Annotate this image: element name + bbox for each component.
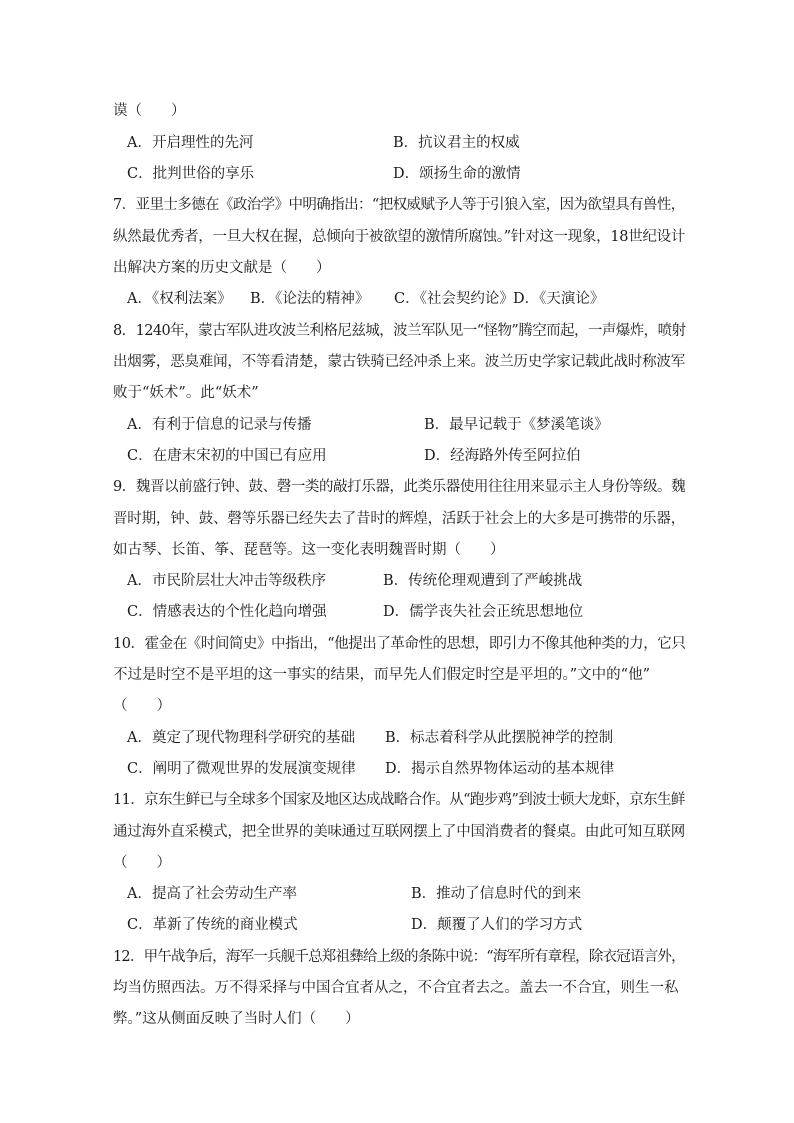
q9-stem-line-2: 晋时期，钟、鼓、磬等乐器已经失去了昔时的辉煌，活跃于社会上的大多是可携带的乐器， [113, 511, 685, 527]
q10-stem-line-1: 10．霍金在《时间简史》中指出，“他提出了革命性的思想，即引力不像其他种类的力，它只 [113, 636, 686, 652]
q7-option-d[interactable]: D．《天演论》 [513, 291, 605, 307]
q8-stem-line-3: 败于“妖术”。此“妖术” [113, 385, 259, 401]
q12-stem-line-3: 弊。”这从侧面反映了当时人们（ ） [113, 1011, 360, 1027]
q6-option-c[interactable]: C．批判世俗的享乐 [127, 166, 255, 182]
q7-stem-line-1: 7．亚里士多德在《政治学》中明确指出：“把权威赋予人等于引狼入室，因为欲望具有兽性， [113, 197, 685, 213]
q11-option-c[interactable]: C．革新了传统的商业模式 [127, 917, 298, 933]
q12-stem-line-1: 12．甲午战争后，海军一兵舰千总郑祖彝给上级的条陈中说：“海军所有章程，除衣冠语言外， [113, 949, 685, 965]
q9-option-c[interactable]: C．情感表达的个性化趋向增强 [127, 604, 327, 620]
q8-option-c[interactable]: C．在唐末宋初的中国已有应用 [127, 448, 327, 464]
q12-stem-line-2: 均当仿照西法。万不得采择与中国合宜者从之，不合宜者去之。盖去一不合宜，则生一私 [113, 980, 679, 996]
q7-stem-line-2: 纵然最优秀者，一旦大权在握，总倾向于被欲望的激情所腐蚀。”针对这一现象，18世纪设计 [113, 229, 686, 245]
q9-stem-line-3: 如古琴、长笛、筝、琵琶等。这一变化表明魏晋时期（ ） [113, 542, 505, 558]
q8-stem-line-2: 出烟雾，恶臭难闻，不等看清楚，蒙古铁骑已经冲杀上来。波兰历史学家记载此战时称波军 [113, 354, 685, 370]
q8-option-d[interactable]: D．经海路外传至阿拉伯 [424, 448, 581, 464]
q6-stem-tail: 谟（ ） [113, 103, 186, 119]
q11-option-b[interactable]: B．推动了信息时代的到来 [411, 886, 582, 902]
q7-stem-line-3: 出解决方案的历史文献是（ ） [113, 260, 331, 276]
q10-option-d[interactable]: D．揭示自然界物体运动的基本规律 [385, 761, 615, 777]
q6-option-b[interactable]: B．抗议君主的权威 [393, 135, 520, 151]
q8-stem-line-1: 8．1240年，蒙古军队进攻波兰利格尼兹城，波兰军队见一“怪物”腾空而起，一声爆炸，喷射 [113, 323, 686, 339]
q9-option-d[interactable]: D．儒学丧失社会正统思想地位 [383, 604, 584, 620]
q6-option-d[interactable]: D．颂扬生命的激情 [393, 166, 521, 182]
q10-option-c[interactable]: C．阐明了微观世界的发展演变规律 [127, 761, 356, 777]
q9-option-a[interactable]: A．市民阶层壮大冲击等级秩序 [127, 573, 326, 589]
q11-stem-line-1: 11．京东生鲜已与全球多个国家及地区达成战略合作。从“跑步鸡”到波士顿大龙虾，京东生鲜 [113, 792, 685, 808]
q11-stem-line-2: 通过海外直采模式，把全世界的美味通过互联网摆上了中国消费者的餐桌。由此可知互联网 [113, 824, 685, 840]
q11-stem-line-3: （ ） [113, 855, 171, 871]
q10-option-b[interactable]: B．标志着科学从此摆脱神学的控制 [385, 730, 614, 746]
q9-option-b[interactable]: B．传统伦理观遭到了严峻挑战 [383, 573, 583, 589]
q10-stem-line-2: 不过是时空不是平坦的这一事实的结果，而早先人们假定时空是平坦的。”文中的“他” [113, 667, 650, 683]
q10-option-a[interactable]: A．奠定了现代物理科学研究的基础 [127, 730, 355, 746]
q8-option-a[interactable]: A．有利于信息的记录与传播 [127, 417, 312, 433]
q11-option-a[interactable]: A．提高了社会劳动生产率 [127, 886, 297, 902]
q7-option-a[interactable]: A．《权利法案》 [127, 291, 232, 307]
q8-option-b[interactable]: B．最早记载于《梦溪笔谈》 [424, 417, 609, 433]
q7-option-b[interactable]: B．《论法的精神》 [250, 291, 370, 307]
q6-option-a[interactable]: A．开启理性的先河 [127, 135, 254, 151]
q11-option-d[interactable]: D．颠覆了人们的学习方式 [411, 917, 583, 933]
q9-stem-line-1: 9．魏晋以前盛行钟、鼓、磬一类的敲打乐器，此类乐器使用往往用来显示主人身份等级。魏 [113, 479, 686, 495]
q10-stem-line-3: （ ） [113, 698, 171, 714]
q7-option-c[interactable]: C．《社会契约论》 [394, 291, 514, 307]
